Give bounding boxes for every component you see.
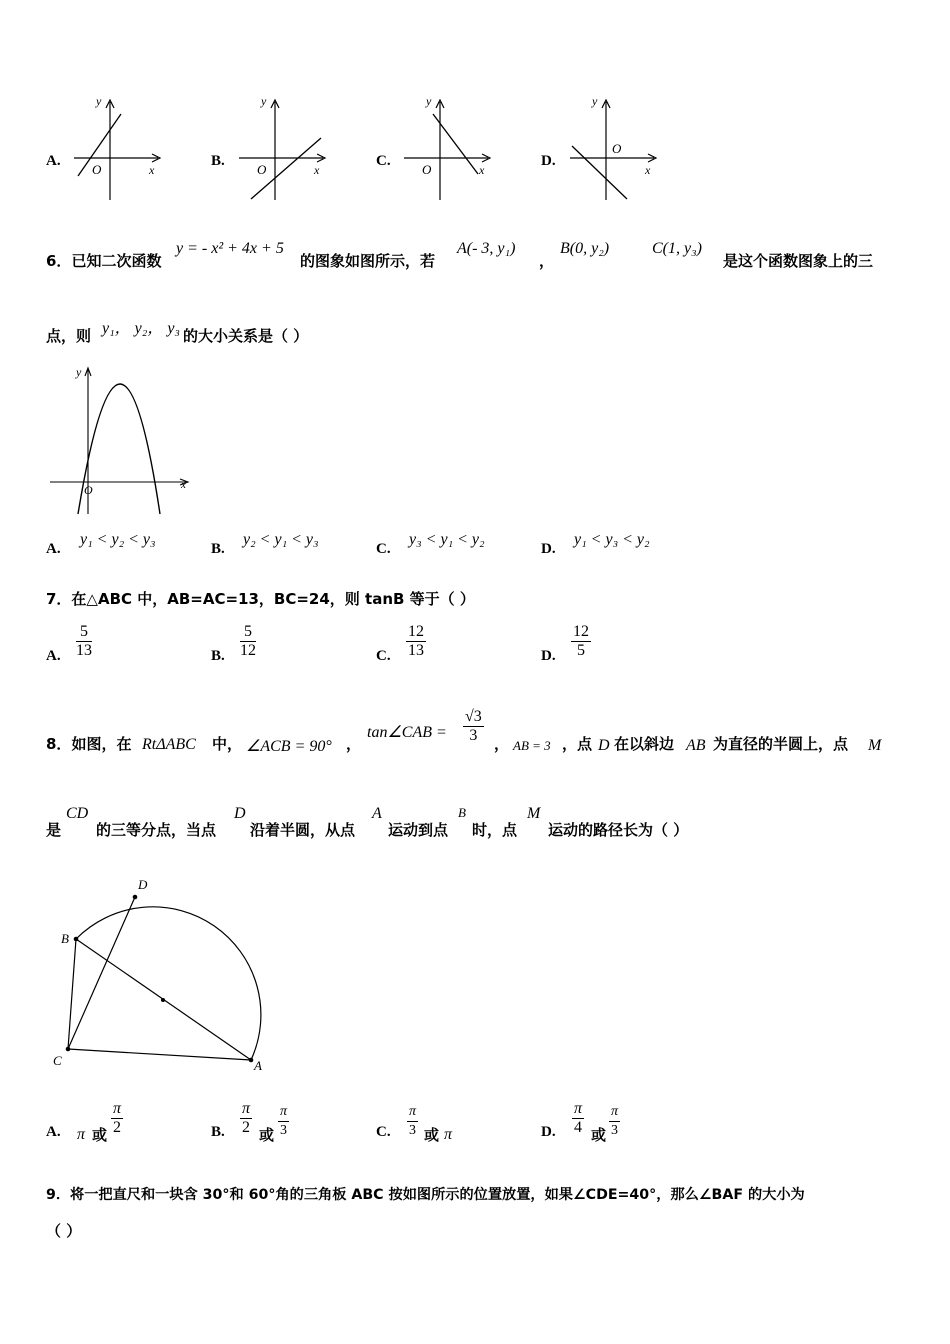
fig-label-d: D [138,877,148,892]
q6-option-a-label: A. [46,541,61,557]
q8-option-b-left: $\frac{\pi}{2}$ [242,1100,251,1136]
q8-option-c-label: C. [376,1124,391,1140]
q5-option-d-graph [562,96,662,204]
q8-cd: CD [66,805,89,822]
q8-option-d-or: 或 [591,1126,607,1144]
q5-option-d-label: D. [541,153,556,169]
q8-option-d-label: D. [541,1124,556,1140]
q8-rt-triangle: RtΔABC [142,736,196,753]
q8-option-b-label: B. [211,1124,225,1140]
q5-option-c-label: C. [376,153,391,169]
q8-ab: AB [686,737,706,754]
q8-stem-j: 沿着半圆，从点 [250,821,356,839]
q6-stem-line1: 6．已知二次函数 [46,252,162,270]
y-axis-label: y [426,96,432,108]
q6-option-c-label: C. [376,541,391,557]
q8-option-a-left: π [77,1126,86,1143]
q5-option-a-label: A. [46,153,61,169]
q8-option-d-right: $\frac{\pi}{3}$ [611,1104,619,1138]
q6-option-c-expr: y₃ < y₁ < y₂ [409,531,485,548]
y-axis-label: y [592,96,598,108]
q6-point-b: B(0, y₂) [560,240,610,257]
q8-stem-f: 在以斜边 [614,735,675,753]
q6-option-b-label: B. [211,541,225,557]
q8-point-d-2: D [234,805,246,822]
q7-option-b-label: B. [211,648,225,664]
q9-stem-line1: 9．将一把直尺和一块含 30°和 60°角的三角板 ABC 按如图所示的位置放置，如果∠CDE=40°，那么∠BAF 的大小为 [46,1187,805,1203]
q8-tan: tan∠CAB = [367,724,447,741]
q6-function: y = - x² + 4x + 5 [176,240,284,257]
y-axis-label: y [96,96,102,108]
q8-option-a-label: A. [46,1124,61,1140]
q7-option-b-fraction: $\frac{5}{12}$ [240,623,256,659]
q8-point-m-2: M [527,805,541,822]
q6-stem-text3: 是这个函数图象上的三 [723,252,874,270]
q8-option-c-left: $\frac{\pi}{3}$ [409,1104,417,1138]
origin-label: O [84,483,93,497]
q5-option-b-label: B. [211,153,225,169]
q8-angle: ∠ACB = 90° [246,738,332,755]
q5-option-a-graph [66,96,166,204]
q8-stem-d: ， [494,735,510,753]
q7-option-c-fraction: $\frac{12}{13}$ [408,623,424,659]
x-axis-label: x [314,163,320,177]
q8-option-c-right: π [444,1126,453,1143]
q6-point-a: A(- 3, y₁) [457,240,516,257]
origin-label: O [422,162,432,177]
fig-label-c: C [53,1053,62,1068]
q8-semicircle-figure [46,872,276,1077]
origin-label: O [612,141,622,156]
q6-parabola-graph [48,364,193,519]
q7-stem: 7．在△ABC 中，AB=AC=13，BC=24，则 tanB 等于（ ） [46,590,475,608]
q8-stem-h: 是 [46,821,62,839]
y-axis-label: y [76,365,82,379]
q8-point-d: D [598,737,610,754]
q6-stem-text5: 的大小关系是（ ） [183,327,309,345]
q8-point-m: M [868,737,882,754]
q6-stem-text4: 点，则 [46,327,92,345]
q7-option-a-label: A. [46,648,61,664]
x-axis-label: x [645,163,651,177]
q5-option-c-graph [396,96,496,204]
q8-stem-c: ， [346,735,362,753]
q6-option-d-expr: y₁ < y₃ < y₂ [574,531,650,548]
q6-point-c: C(1, y₃) [652,240,702,257]
q8-option-c-or: 或 [424,1126,440,1144]
q8-stem-i: 的三等分点，当点 [96,821,217,839]
q9-stem-line2: （ ） [46,1222,82,1240]
q8-point-b: B [458,805,466,820]
q6-vars: y₁， y₂， y₃ [102,320,180,337]
q8-stem-b: 中， [212,735,243,753]
q7-option-c-label: C. [376,648,391,664]
q8-option-b-or: 或 [259,1126,275,1144]
q5-option-b-graph [231,96,331,204]
q8-option-a-right: $\frac{\pi}{2}$ [113,1100,122,1136]
q6-option-b-expr: y₂ < y₁ < y₃ [243,531,319,548]
q6-option-d-label: D. [541,541,556,557]
q6-stem-text2: 的图象如图所示，若 [300,252,436,270]
q8-stem-l: 时，点 [472,821,518,839]
q8-ab-length: AB = 3 [513,738,551,753]
q8-stem-e: ，点 [562,735,593,753]
q8-option-d-left: $\frac{\pi}{4}$ [574,1100,583,1136]
q8-stem-m: 运动的路径长为（ ） [548,821,689,839]
origin-label: O [92,162,102,177]
origin-label: O [257,162,267,177]
q6-sep: ， [539,252,555,270]
x-axis-label: x [181,479,186,491]
q8-option-a-or: 或 [92,1126,108,1144]
q8-option-b-right: $\frac{\pi}{3}$ [280,1104,288,1138]
fig-label-a: A [254,1058,262,1073]
q8-stem-k: 运动到点 [388,821,449,839]
q6-option-a-expr: y₁ < y₂ < y₃ [80,531,156,548]
fig-label-b: B [61,931,69,946]
x-axis-label: x [479,163,485,177]
y-axis-label: y [261,96,267,108]
q7-option-a-fraction: $\frac{5}{13}$ [76,623,92,659]
x-axis-label: x [149,163,155,177]
q8-point-a: A [372,805,382,822]
q8-stem-a: 8．如图，在 [46,735,132,753]
q7-option-d-fraction: $\frac{12}{5}$ [573,623,589,659]
q8-tan-fraction: $\frac{√3}{3}$ [465,708,482,744]
q7-option-d-label: D. [541,648,556,664]
q8-stem-g: 为直径的半圆上，点 [713,735,849,753]
